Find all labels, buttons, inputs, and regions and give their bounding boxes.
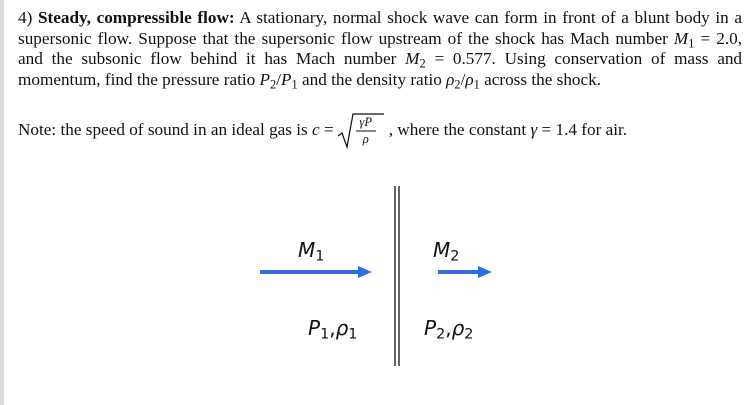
upstream-state-label (308, 316, 358, 343)
upstream-mach-letter: M (298, 238, 316, 262)
problem-text-1: A stationary, normal shock wave can form in front of a blunt body in a supersonic flow. Suppose that the supersonic flow upstream of the shock has Mach number (18, 8, 742, 48)
downstream-mach-letter: M (433, 238, 451, 262)
mach-1-symbol (673, 28, 695, 51)
pressure-ratio-num: P (259, 69, 271, 89)
downstream-state-label (424, 316, 474, 343)
downstream-density-subscript: 2 (464, 326, 474, 343)
upstream-pressure: P (308, 316, 321, 340)
downstream-pressure-subscript: 2 (436, 326, 446, 343)
problem-statement (18, 8, 742, 90)
problem-text-3: = 0.577. Using conservation of mass and momentum, find the pressure ratio (18, 49, 743, 89)
problem-number: 4) (18, 8, 33, 27)
mach-2-subscript: 2 (419, 56, 426, 71)
normal-shock-wave (390, 186, 404, 366)
problem-text-5: across the shock. (484, 69, 602, 89)
density-ratio-den: ρ (465, 69, 474, 89)
downstream-mach-label (433, 238, 460, 265)
upstream-mach-label (298, 238, 325, 265)
upstream-mach-subscript: 1 (315, 248, 325, 265)
density-ratio-den-sub: 1 (473, 77, 480, 92)
downstream-flow-arrow-icon (436, 264, 496, 280)
density-ratio (446, 69, 480, 92)
density-ratio-num-sub: 2 (454, 77, 461, 92)
downstream-pressure: P (424, 316, 437, 340)
fraction-denominator: ρ (362, 132, 369, 146)
problem-title: Steady, compressible flow: (37, 8, 235, 27)
upstream-density: ρ (335, 316, 349, 340)
mach-2-letter: M (405, 49, 420, 69)
upstream-flow-arrow-icon (258, 264, 374, 280)
pressure-ratio-den-sub: 1 (291, 77, 298, 92)
note-equals: = (323, 119, 334, 139)
problem-text-4: and the density ratio (301, 69, 442, 89)
downstream-mach-subscript: 2 (450, 248, 460, 265)
page-left-border (0, 0, 4, 405)
pressure-ratio-slash: / (276, 69, 281, 89)
note-text-2: , where the constant (388, 119, 527, 139)
note-line (18, 112, 742, 150)
gamma-symbol: γ (530, 119, 538, 139)
downstream-separator: , (445, 316, 452, 340)
sqrt-fraction (336, 112, 388, 150)
mach-2-symbol (405, 49, 426, 71)
pressure-ratio-den: P (281, 69, 292, 89)
note-text-1: Note: the speed of sound in an ideal gas is (18, 119, 308, 139)
mach-1-letter: M (673, 28, 689, 48)
pressure-ratio-num-sub: 2 (270, 77, 277, 92)
upstream-separator: , (329, 316, 336, 340)
mach-1-subscript: 1 (688, 36, 695, 51)
fraction-numerator: γP (359, 115, 372, 129)
note-text-3: = 1.4 for air. (541, 119, 628, 139)
pressure-ratio (259, 69, 298, 92)
density-ratio-num: ρ (446, 69, 455, 89)
problem-text-2: = 2.0, and the subsonic flow behind it has Mach number (18, 28, 743, 69)
upstream-pressure-subscript: 1 (320, 326, 330, 343)
upstream-density-subscript: 1 (348, 326, 358, 343)
downstream-density: ρ (451, 316, 465, 340)
speed-of-sound-symbol: c (312, 119, 320, 139)
density-ratio-slash: / (460, 69, 466, 89)
